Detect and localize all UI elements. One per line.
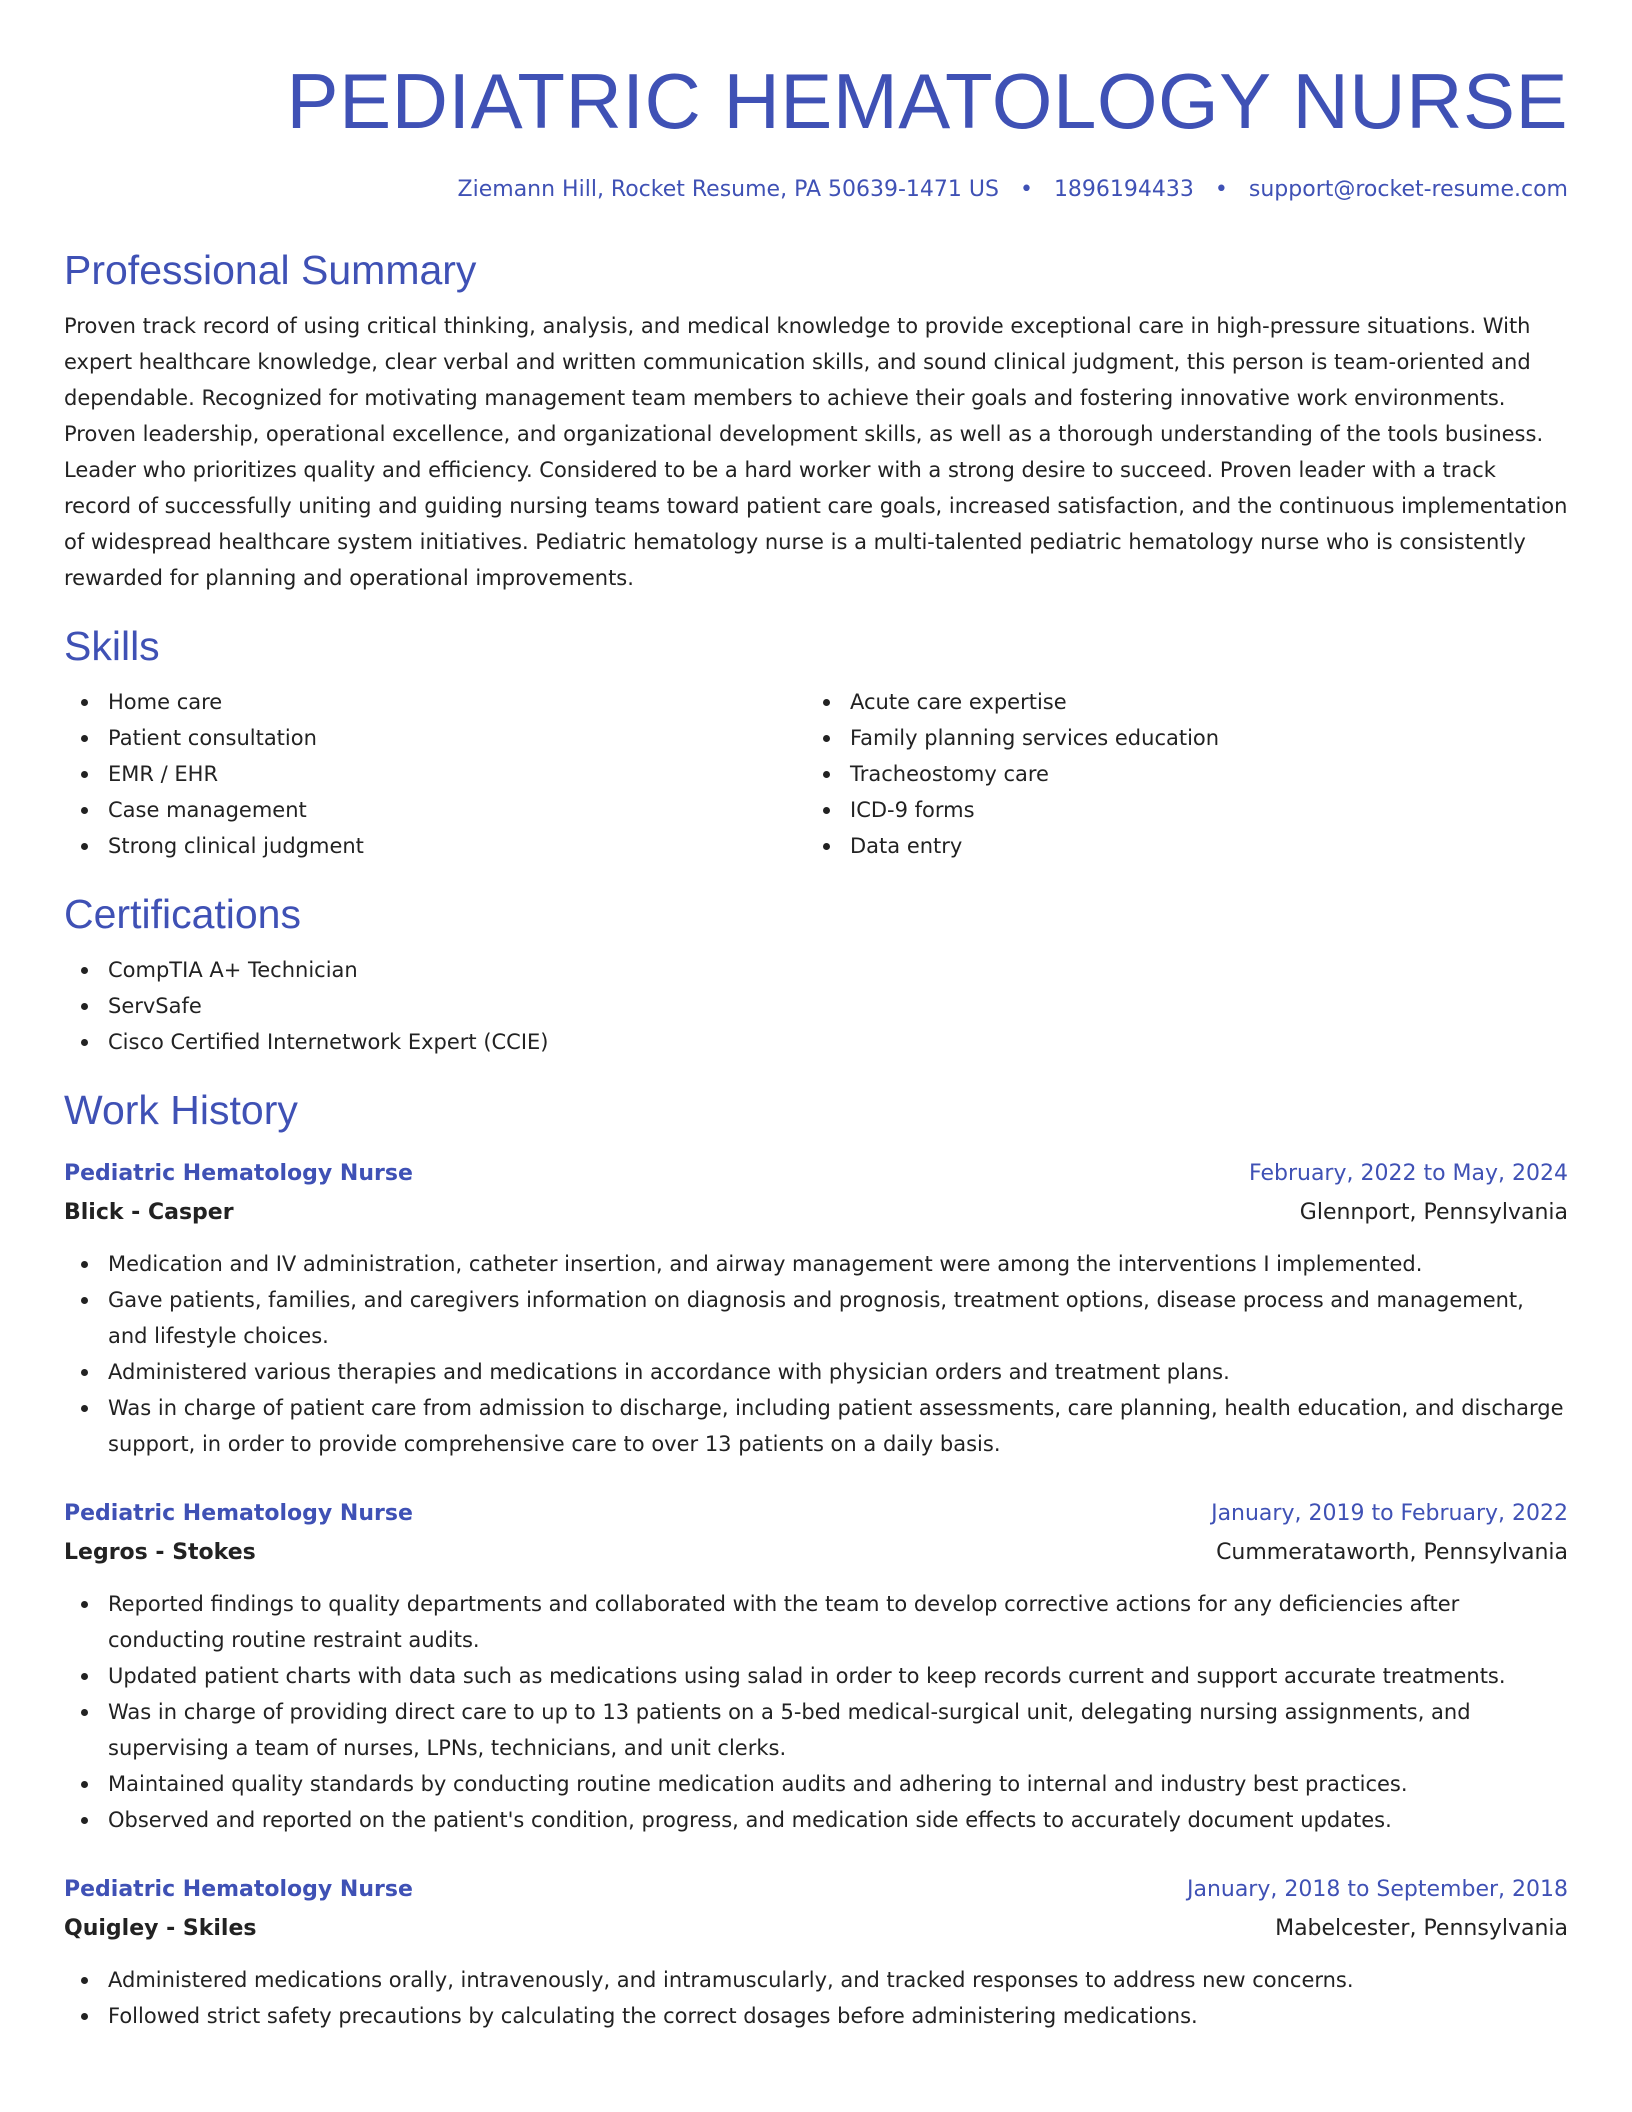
contact-line xyxy=(64,174,1568,206)
job-entry xyxy=(64,1870,1568,2034)
job-employer-row xyxy=(64,1194,1568,1232)
job-duty: Maintained quality standards by conducting routine medication audits and adhering to internal and industry best practices. xyxy=(64,1766,1568,1802)
job-duty: Updated patient charts with data such as medications using salad in order to keep records current and support accurate treatments. xyxy=(64,1658,1568,1694)
job-duty: Reported findings to quality departments and collaborated with the team to develop corrective actions for any deficiencies after conducting routine restraint audits. xyxy=(64,1586,1568,1658)
separator-dot: • xyxy=(1214,177,1228,202)
job-title: Pediatric Hematology Nurse xyxy=(64,1501,413,1526)
job-dates: January, 2018 to September, 2018 xyxy=(1186,1877,1568,1902)
job-duty: Followed strict safety precautions by calculating the correct dosages before administering medications. xyxy=(64,1998,1568,2034)
job-dates: January, 2019 to February, 2022 xyxy=(1211,1501,1568,1526)
work-history-section xyxy=(64,1084,1568,2034)
skills-list-left xyxy=(64,684,806,864)
job-location: Cummerataworth, Pennsylvania xyxy=(1216,1540,1568,1565)
contact-email[interactable]: support@rocket-resume.com xyxy=(1248,177,1568,202)
skills-columns xyxy=(64,684,1568,864)
job-company: Quigley - Skiles xyxy=(64,1916,257,1941)
job-duties-list xyxy=(64,1962,1568,2034)
job-company: Blick - Casper xyxy=(64,1200,234,1225)
job-employer-row xyxy=(64,1534,1568,1572)
job-title: Pediatric Hematology Nurse xyxy=(64,1161,413,1186)
certifications-list xyxy=(64,952,1568,1060)
job-entry xyxy=(64,1154,1568,1462)
work-history-heading: Work History xyxy=(64,1087,298,1133)
job-header-row xyxy=(64,1154,1568,1194)
skill-item: Strong clinical judgment xyxy=(64,828,806,864)
summary-text: Proven track record of using critical thinking, analysis, and medical knowledge to provide exceptional care in high-pressure situations. With expert healthcare knowledge, clear verbal and written communication skills, and sound clinical judgment, this person is team-oriented and dependable. Recognized for motivating management team members to achieve their goals and fostering innovative work environments. Proven leadership, operational excellence, and organizational development skills, as well as a thorough understanding of the tools business. Leader who prioritizes quality and efficiency. Considered to be a hard worker with a strong desire to succeed. Proven leader with a track record of successfully uniting and guiding nursing teams toward patient care goals, increased satisfaction, and the continuous implementation of widespread healthcare system initiatives. Pediatric hematology nurse is a multi-talented pediatric hematology nurse who is consistently rewarded for planning and operational improvements. xyxy=(64,314,1568,590)
separator-dot: • xyxy=(1019,177,1033,202)
job-dates: February, 2022 to May, 2024 xyxy=(1249,1161,1568,1186)
certification-item: CompTIA A+ Technician xyxy=(64,952,1568,988)
certification-item: ServSafe xyxy=(64,988,1568,1024)
job-duty: Was in charge of providing direct care to up to 13 patients on a 5-bed medical-surgical unit, delegating nursing assignments, and supervising a team of nurses, LPNs, technicians, and unit clerks. xyxy=(64,1694,1568,1766)
contact-address: Ziemann Hill, Rocket Resume, PA 50639-1471 US xyxy=(457,177,999,202)
job-duty: Administered various therapies and medications in accordance with physician orders and treatment plans. xyxy=(64,1354,1568,1390)
skills-section xyxy=(64,620,1568,864)
job-duty: Was in charge of patient care from admission to discharge, including patient assessments, care planning, health education, and discharge support, in order to provide comprehensive care to over 13 patients on a daily basis. xyxy=(64,1390,1568,1462)
job-duties-list xyxy=(64,1246,1568,1462)
job-header-row xyxy=(64,1494,1568,1534)
skill-item: Tracheostomy care xyxy=(806,756,1548,792)
candidate-title: PEDIATRIC HEMATOLOGY NURSE xyxy=(286,57,1568,145)
job-duty: Gave patients, families, and caregivers information on diagnosis and prognosis, treatment options, disease process and management, and lifestyle choices. xyxy=(64,1282,1568,1354)
job-company: Legros - Stokes xyxy=(64,1540,256,1565)
skill-item: Patient consultation xyxy=(64,720,806,756)
job-entry xyxy=(64,1494,1568,1838)
skills-list-right xyxy=(806,684,1548,864)
job-title: Pediatric Hematology Nurse xyxy=(64,1877,413,1902)
resume-header xyxy=(64,52,1568,206)
certification-item: Cisco Certified Internetwork Expert (CCIE) xyxy=(64,1024,1568,1060)
skill-item: Data entry xyxy=(806,828,1548,864)
skill-item: Case management xyxy=(64,792,806,828)
certifications-heading: Certifications xyxy=(64,891,301,937)
skills-heading: Skills xyxy=(64,623,160,669)
job-duty: Administered medications orally, intravenously, and intramuscularly, and tracked responses to address new concerns. xyxy=(64,1962,1568,1998)
summary-section xyxy=(64,244,1568,596)
job-duties-list xyxy=(64,1586,1568,1838)
skill-item: Family planning services education xyxy=(806,720,1548,756)
job-duty: Medication and IV administration, catheter insertion, and airway management were among the interventions I implemented. xyxy=(64,1246,1568,1282)
contact-phone: 1896194433 xyxy=(1053,177,1194,202)
job-location: Mabelcester, Pennsylvania xyxy=(1275,1916,1568,1941)
job-duty: Observed and reported on the patient's condition, progress, and medication side effects to accurately document updates. xyxy=(64,1802,1568,1838)
job-location: Glennport, Pennsylvania xyxy=(1299,1200,1568,1225)
skill-item: Home care xyxy=(64,684,806,720)
skill-item: ICD-9 forms xyxy=(806,792,1548,828)
skill-item: Acute care expertise xyxy=(806,684,1548,720)
job-employer-row xyxy=(64,1910,1568,1948)
certifications-section xyxy=(64,888,1568,1060)
skill-item: EMR / EHR xyxy=(64,756,806,792)
job-header-row xyxy=(64,1870,1568,1910)
summary-heading: Professional Summary xyxy=(64,247,477,293)
